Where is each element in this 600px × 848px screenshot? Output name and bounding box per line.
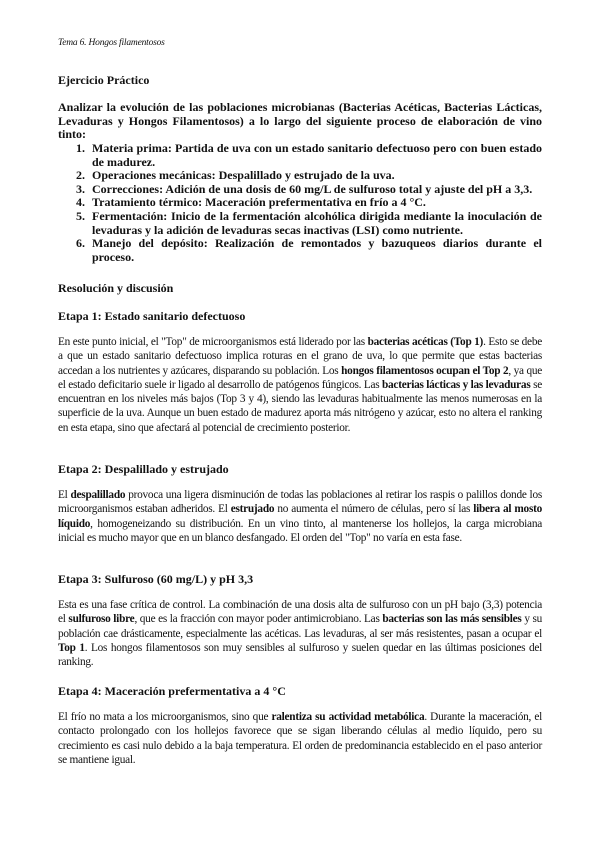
step-text: Materia prima: Partida de uva con un estado sanitario defectuoso pero con buen estado de madurez. xyxy=(92,141,542,169)
body-text: no aumenta el número de células, pero sí las xyxy=(274,503,474,516)
step-number: 5. xyxy=(76,208,85,223)
step-text: Tratamiento térmico: Maceración prefermentativa en frío a 4 °C. xyxy=(92,195,426,210)
step-number: 2. xyxy=(76,168,85,183)
body-text: . Los hongos filamentosos son muy sensibles al sulfuroso y suelen quedar en las últimas posiciones del ranking. xyxy=(58,641,542,669)
body-text: El xyxy=(58,489,71,501)
emphasis-text: Top 1 xyxy=(58,641,85,654)
process-steps-list xyxy=(58,142,542,264)
stage-1-heading: Etapa 1: Estado sanitario defectuoso xyxy=(58,309,246,323)
stage-2-heading: Etapa 2: Despalillado y estrujado xyxy=(58,462,229,476)
running-header: Tema 6. Hongos filamentosos xyxy=(58,38,165,48)
body-text: y su población cae drásticamente, especialmente las acéticas. Las levaduras, al ser más resistentes, pasan a ocupar el xyxy=(58,613,543,640)
step-text: Manejo del depósito: Realización de remontados y bazuqueos diarios durante el proceso. xyxy=(92,236,542,264)
emphasis-text: bacterias acéticas (Top 1) xyxy=(367,336,484,348)
step-text: Correcciones: Adición de una dosis de 60 mg/L de sulfuroso total y ajuste del pH a 3,3. xyxy=(92,181,533,196)
exercise-title: Ejercicio Práctico xyxy=(58,73,150,87)
body-text: . Durante la maceración, el contacto prolongado con los hollejos favorece que se sigan liberando células al medio líquido, pero su crecimiento es casi nulo debido a la baja temperatura. El orden de predominancia establecido en el paso anterior se mantiene igual. xyxy=(58,711,542,766)
emphasis-text: estrujado xyxy=(230,503,275,516)
step-number: 4. xyxy=(76,195,85,210)
step-number: 1. xyxy=(76,141,85,155)
stage-2-paragraph xyxy=(58,488,542,545)
step-text: Operaciones mecánicas: Despalillado y estrujado de la uva. xyxy=(92,168,395,183)
step-number: 3. xyxy=(76,181,85,196)
emphasis-text: hongos filamentosos ocupan el Top 2 xyxy=(341,364,509,377)
resolution-heading: Resolución y discusión xyxy=(58,281,174,295)
body-text: , que es la fracción con mayor poder antimicrobiano. Las xyxy=(134,613,383,626)
body-text: , homogeneizando su distribución. En un vino tinto, al mantenerse los hollejos, la carga microbiana inicial es mucho mayor que en un blanco desfangado. El orden del "Top" no varía en esta fase. xyxy=(58,517,542,544)
stage-4-paragraph xyxy=(58,710,542,767)
process-step xyxy=(58,183,542,197)
process-step xyxy=(58,237,542,264)
body-text: provoca una ligera disminución de todas las poblaciones al retirar los raspis o palillos donde los microorganismos estaban adheridos. El xyxy=(58,489,542,516)
stage-4-heading: Etapa 4: Maceración prefermentativa a 4 °C xyxy=(58,684,286,698)
process-step xyxy=(58,169,542,183)
process-step xyxy=(58,142,542,169)
body-text: Esta es una fase crítica de control. La combinación de una dosis alta de sulfuroso con un pH bajo (3,3) potencia el xyxy=(58,599,542,626)
emphasis-text: bacterias lácticas y las levaduras xyxy=(382,378,531,391)
stage-3-paragraph xyxy=(58,598,542,669)
emphasis-text: bacterias son las más sensibles xyxy=(382,613,522,626)
body-text: , ya que el estado deficitario suele ir ligado al desarrollo de patógenos fúngicos. Las xyxy=(58,364,543,391)
body-text: En este punto inicial, el "Top" de microorganismos está liderado por las xyxy=(58,336,368,348)
emphasis-text: ralentiza su actividad metabólica xyxy=(271,711,425,723)
stage-3-heading: Etapa 3: Sulfuroso (60 mg/L) y pH 3,3 xyxy=(58,572,254,586)
step-number: 6. xyxy=(76,236,85,251)
process-step xyxy=(58,196,542,210)
body-text: . Esto se debe a que un estado sanitario defectuoso implica roturas en el grano de uva, lo que permite que estas bacterias accedan a los nutrientes y azúcares, disparando su población. Los xyxy=(58,336,542,377)
emphasis-text: libera al mosto líquido xyxy=(58,503,543,530)
body-text: El frío no mata a los microorganismos, sino que xyxy=(58,711,272,723)
stage-1-paragraph xyxy=(58,335,542,435)
step-text: Fermentación: Inicio de la fermentación alcohólica dirigida mediante la inoculación de levaduras y la adición de levaduras secas inactivas (LSI) como nutriente. xyxy=(92,208,542,237)
emphasis-text: sulfuroso libre xyxy=(68,613,135,626)
body-text: se encuentran en los niveles más bajos (Top 3 y 4), siendo las levaduras habitualmente las menos numerosas en la superficie de la uva. Aunque un buen estado de madurez aporta más nitrógeno y azúcar, esto no altera el ranking en esta etapa, sino que afectará al potencial de crecimiento posterior. xyxy=(58,378,542,434)
emphasis-text: despalillado xyxy=(70,489,126,501)
process-step xyxy=(58,210,542,237)
exercise-intro: Analizar la evolución de las poblaciones microbianas (Bacterias Acéticas, Bacterias Lácticas, Levaduras y Hongos Filamentosos) a lo largo del siguiente proceso de elaboración de vino tinto: xyxy=(58,100,542,142)
